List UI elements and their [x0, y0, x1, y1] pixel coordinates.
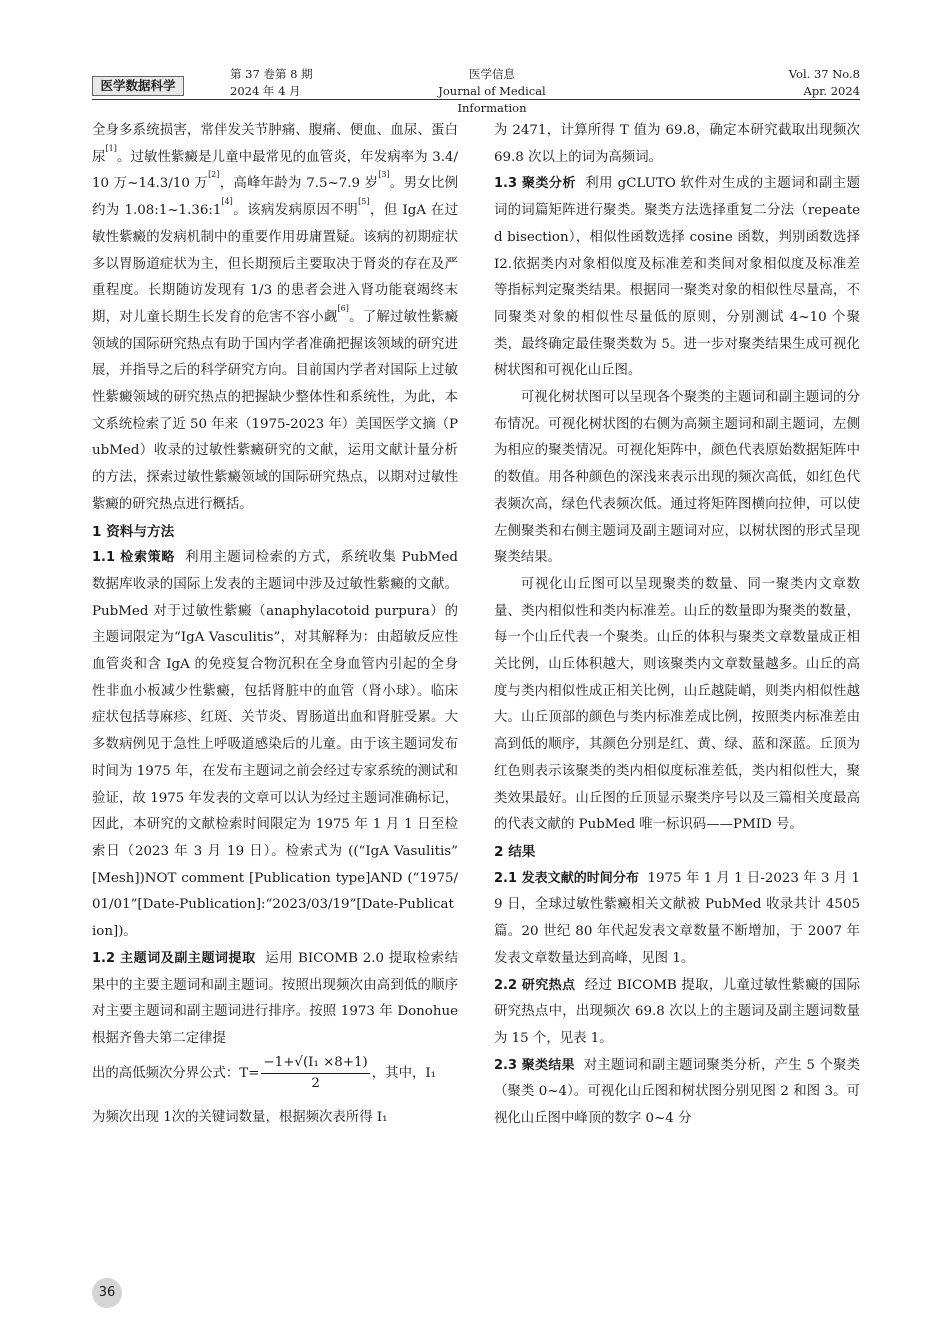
- citation-marker: [1]: [105, 143, 117, 153]
- subheading-2-2: 2.2 研究热点: [494, 977, 576, 993]
- section-2-1-text: 1975 年 1 月 1 日-2023 年 3 月 19 日，全球过敏性紫癜相关文献被 PubMed 收录共计 4505 篇。20 世纪 80 年代起发表文章数量不断增加，于 2007 年发表文章数量达到高峰，见图 1。: [494, 870, 860, 966]
- citation-marker: [6]: [337, 303, 349, 313]
- page-number: 36: [92, 1278, 122, 1308]
- left-column: [92, 118, 458, 1131]
- journal-en: Journal of Medical Information: [438, 84, 546, 115]
- tree-paragraph: 可视化树状图可以呈现各个聚类的主题词和副主题词的分布情况。可视化树状图的右侧为高频主题词和副主题词，左侧为相应的聚类情况。可视化矩阵中，颜色代表原始数据矩阵中的数值。用各种颜色的深浅来表示出现的频次高低，如红色代表频次高，绿色代表频次低。通过将矩阵图横向拉伸，可以使左侧聚类和右侧主题词及副主题词对应，以树状图的形式呈现聚类结果。: [494, 390, 860, 566]
- section-1-1-text: 利用主题词检索的方式，系统收集 PubMed 数据库收录的国际上发表的主题词中涉及过敏性紫癜的文献。PubMed 对于过敏性紫癜（anaphylacotoid purpura）的主题词限定为“IgA Vasculitis”，对其解释为：由超敏反应性血管炎和含 IgA 的免疫复合物沉积在全身血管内引起的全身性非血小板减少性紫癜，包括肾脏中的血管（肾小球）。临床症状包括荨麻疹、红斑、关节炎、胃肠道出血和肾脏受累。大多数病例见于急性上呼吸道感染后的儿童。由于该主题词发布时间为 1975 年，在发布主题词之前会经过专家系统的测试和验证，故 1975 年发表的文章可以认为经过主题词准确标记，因此，本研究的文献检索时间限定为 1975 年 1 月 1 日至检索日（2023 年 3 月 19 日）。检索式为 ((“IgA Vasulitis” [Mesh])NOT comment [Publication type]AND (“1975/01/01”[Date-Publication]:“2023/03/19”[Date-Publication])。: [92, 550, 459, 940]
- citation-marker: [5]: [358, 197, 370, 207]
- section-1-3: [494, 171, 860, 385]
- subheading-1-3: 1.3 聚类分析: [494, 176, 576, 192]
- formula-line: [92, 1053, 458, 1105]
- subheading-1-2: 1.2 主题词及副主题词提取: [92, 950, 256, 966]
- section-heading-methods: 1 资料与方法: [92, 523, 175, 540]
- formula-denominator: 2: [311, 1075, 320, 1091]
- subheading-2-3: 2.3 聚类结果: [494, 1057, 575, 1073]
- header-journal: [417, 66, 567, 117]
- formula-fraction: [261, 1053, 369, 1094]
- citation-marker: [2]: [208, 170, 220, 180]
- journal-cn: 医学信息: [469, 67, 515, 81]
- header-volume-en: [789, 66, 860, 100]
- formula-suffix: ，其中，I₁: [371, 1065, 437, 1081]
- date-cn: 2024 年 4 月: [230, 84, 301, 98]
- date-en: Apr. 2024: [803, 84, 860, 98]
- hill-paragraph: 可视化山丘图可以呈现聚类的数量、同一聚类内文章数量、类内相似性和类内标准差。山丘的数量即为聚类的数量，每一个山丘代表一个聚类。山丘的体积与聚类文章数量成正相关比例，山丘体积越大，则该聚类内文章数量越多。山丘的高度与类内相似性成正相关比例，山丘越陡峭，则类内相似性越大。山丘顶部的颜色与类内标准差成比例，按照类内标准差由高到低的顺序，其颜色分别是红、黄、绿、蓝和深蓝。丘顶为红色则表示该聚类的类内相似度标准差低，类内相似性大，聚类效果最好。山丘图的丘顶显示聚类序号以及三篇相关度最高的代表文献的 PubMed 唯一标识码——PMID 号。: [494, 576, 860, 833]
- citation-marker: [4]: [221, 197, 233, 207]
- citation-marker: [3]: [378, 170, 390, 180]
- volume-cn: 第 37 卷第 8 期: [230, 67, 313, 81]
- header-rule: [92, 99, 860, 100]
- subheading-1-1: 1.1 检索策略: [92, 550, 176, 566]
- section-1-2: [92, 946, 458, 1053]
- section-1-1: [92, 545, 458, 946]
- right-column: [494, 118, 860, 1133]
- section-heading-results: 2 结果: [494, 843, 536, 860]
- continued-paragraph: 为 2471，计算所得 T 值为 69.8，确定本研究截取出现频次 69.8 次以上的词为高频词。: [494, 123, 860, 165]
- section-2-2-text: 经过 BICOMB 提取，儿童过敏性紫癜的国际研究热点中，出现频次 69.8 次以上的主题词及副主题词数量为 15 个，见表 1。: [494, 977, 860, 1046]
- formula-numerator: −1+√(I₁ ×8+1): [261, 1053, 369, 1074]
- running-header: [92, 62, 860, 115]
- subheading-2-1: 2.1 发表文献的时间分布: [494, 870, 639, 886]
- volume-en: Vol. 37 No.8: [788, 67, 860, 81]
- section-1-3-text: 利用 gCLUTO 软件对生成的主题词和副主题词的词篇矩阵进行聚类。聚类方法选择重复二分法（repeated bisection），相似性函数选择 cosine 函数，判别函数选择 I2.依据类内对象相似度及标准差和类间对象相似度及标准差等指标判定聚类结果。根据同一聚类对象的相似性尽量高，不同聚类对象的相似性尽量低的原则，分别测试 4~10 个聚类，最终确定最佳聚类数为 5。进一步对聚类结果生成可视化树状图和可视化山丘图。: [494, 176, 860, 379]
- section-tag: 医学数据科学: [92, 76, 184, 96]
- intro-paragraph: 全身多系统损害，常伴发关节肿痛、腹痛、便血、血尿、蛋白尿[1]。过敏性紫癜是儿童中最常见的血管炎，年发病率为 3.4/10 万~14.3/10 万[2]，高峰年龄为 7.5~7.9 岁[3]。男女比例约为 1.08:1~1.36:1[4]。该病发病原因不明[5]，但 IgA 在过敏性紫癜的发病机制中的重要作用毋庸置疑。该病的初期症状多以胃肠道症状为主，但长期预后主要取决于肾炎的存在及严重程度。长期随访发现有 1/3 的患者会进入肾功能衰竭终末期，对儿童长期生长发育的危害不容小觑[6]。了解过敏性紫癜领域的国际研究热点有助于国内学者准确把握该领域的研究进展，并指导之后的科学研究方向。目前国内学者对国际上过敏性紫癜领域的研究热点的把握缺少整体性和系统性，为此，本文系统检索了近 50 年来（1975-2023 年）美国医学文摘（PubMed）收录的过敏性紫癜研究的文献，运用文献计量分析的方法，探索过敏性紫癜领域的国际研究热点，以期对过敏性紫癜的研究热点进行概括。: [92, 123, 459, 512]
- section-2-3-text: 对主题词和副主题词聚类分析，产生 5 个聚类（聚类 0~4）。可视化山丘图和树状图分别见图 2 和图 3。可视化山丘图中峰顶的数字 0~4 分: [494, 1057, 861, 1127]
- section-2-3: [494, 1053, 860, 1133]
- header-volume-cn: [230, 66, 313, 100]
- section-2-1: [494, 866, 860, 973]
- formula-prefix: 出的高低频次分界公式：T=: [92, 1065, 260, 1081]
- section-1-2-tail: 为频次出现 1次的关键词数量，根据频次表所得 I₁: [92, 1109, 388, 1125]
- section-1-2-text: 运用 BICOMB 2.0 提取检索结果中的主要主题词和副主题词。按照出现频次由高到低的顺序对主要主题词和副主题词进行排序。按照 1973 年 Donohue 根据齐鲁夫第二定律提: [92, 950, 458, 1046]
- section-2-2: [494, 973, 860, 1053]
